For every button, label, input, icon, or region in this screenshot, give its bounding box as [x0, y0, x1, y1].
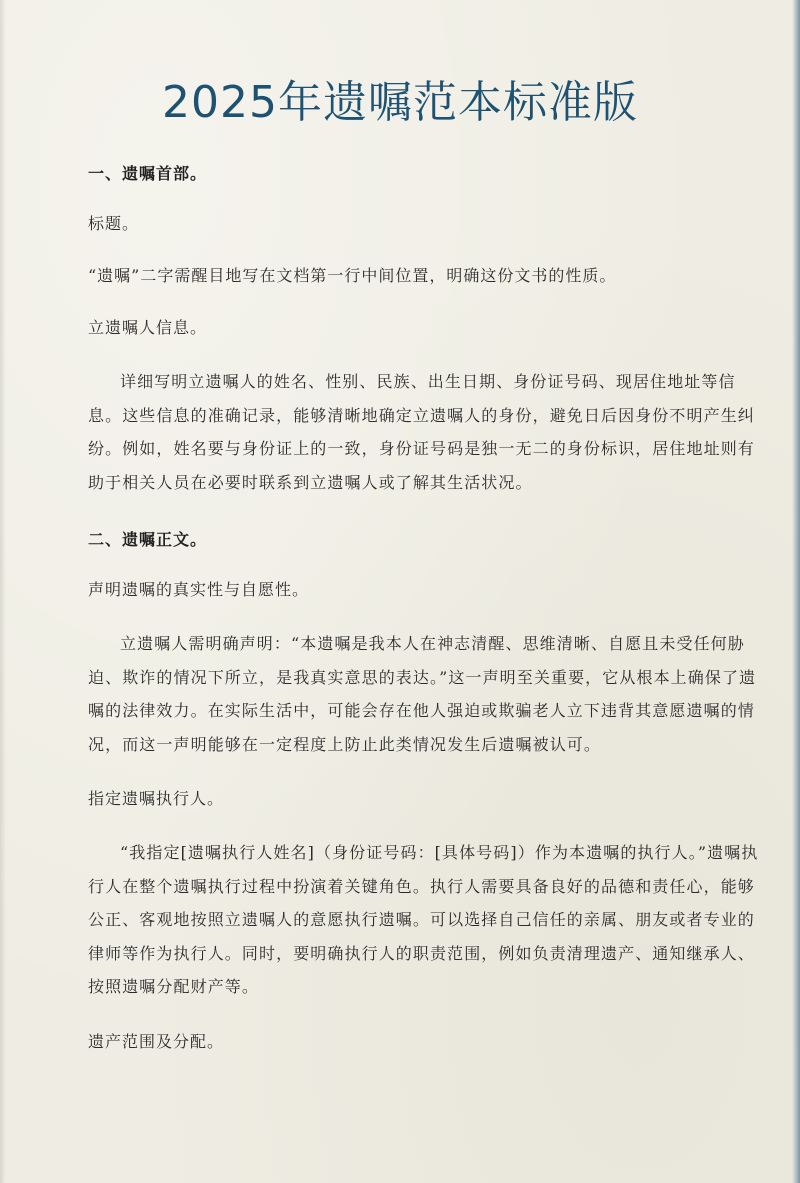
document-title: 2025年遗嘱范本标准版 [162, 77, 638, 128]
paragraph-authenticity: 立遗嘱人需明确声明：“本遗嘱是我本人在神志清醒、思维清晰、自愿且未受任何胁迫、欺诈的情况下所立，是我真实意思的表达。”这一声明至关重要，它从根本上确保了遗嘱的法律效力。在实际生活中，可能会存在他人强迫或欺骗老人立下违背其意愿遗嘱的情况，而这一声明能够在一定程度上防止此类情况发生后遗嘱被认可。 [88, 634, 757, 754]
subheading-title: 标题。 [88, 214, 140, 233]
paragraph-testator-info: 详细写明立遗嘱人的姓名、性别、民族、出生日期、身份证号码、现居住地址等信息。这些信息的准确记录，能够清晰地确定立遗嘱人的身份，避免日后因身份不明产生纠纷。例如，姓名要与身份证上的一致，身份证号码是独一无二的身份标识，居住地址则有助于相关人员在必要时联系到立遗嘱人或了解其生活状况。 [88, 372, 755, 492]
paragraph-title-rule: “遗嘱”二字需醒目地写在文档第一行中间位置，明确这份文书的性质。 [88, 266, 617, 285]
section-heading-1: 一、遗嘱首部。 [88, 164, 208, 183]
paragraph-executor: “我指定[遗嘱执行人姓名]（身份证号码：[具体号码]）作为本遗嘱的执行人。”遗嘱执行人在整个遗嘱执行过程中扮演着关键角色。执行人需要具备良好的品德和责任心，能够公正、客观地按照立遗嘱人的意愿执行遗嘱。可以选择自己信任的亲属、朋友或者专业的律师等作为执行人。同时，要明确执行人的职责范围，例如负责清理遗产、通知继承人、按照遗嘱分配财产等。 [88, 843, 759, 996]
subheading-testator-info: 立遗嘱人信息。 [88, 318, 208, 337]
document-body [88, 160, 759, 1056]
paper-right-edge [792, 0, 800, 1183]
subheading-estate: 遗产范围及分配。 [88, 1031, 225, 1051]
subheading-authenticity: 声明遗嘱的真实性与自愿性。 [88, 580, 310, 599]
subheading-executor: 指定遗嘱执行人。 [88, 789, 225, 808]
paper-left-edge [0, 0, 6, 1183]
section-heading-2: 二、遗嘱正文。 [88, 530, 208, 549]
